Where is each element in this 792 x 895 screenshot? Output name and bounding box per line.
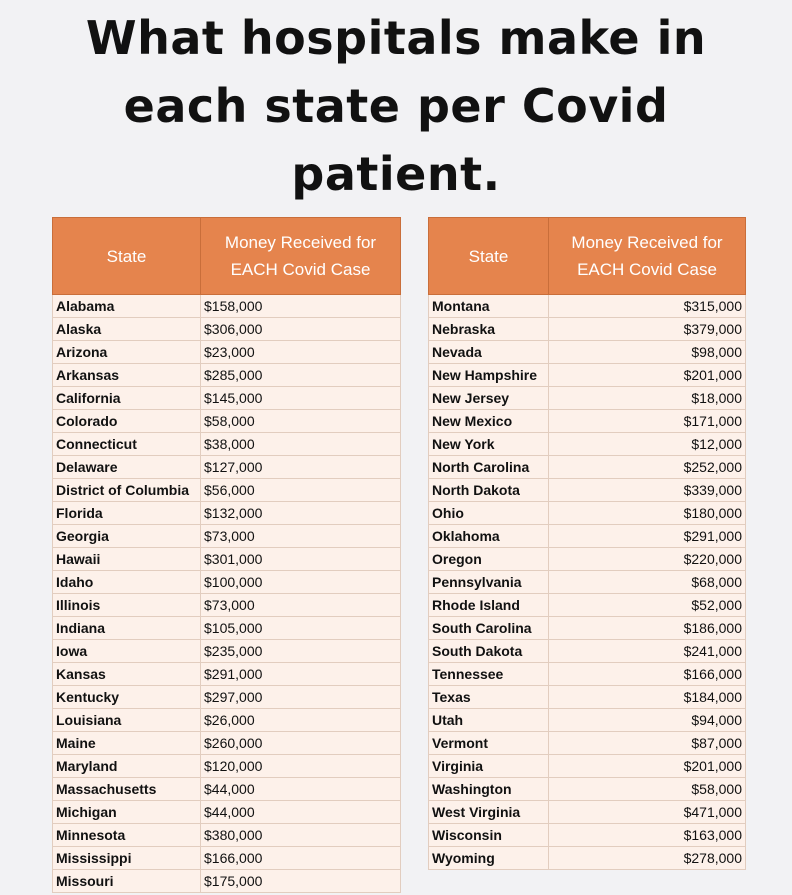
amount-cell: $23,000	[201, 341, 401, 364]
table-row	[53, 318, 401, 341]
state-cell: Rhode Island	[429, 594, 549, 617]
amount-cell: $315,000	[549, 295, 746, 318]
state-cell: Arkansas	[53, 364, 201, 387]
table-row	[53, 594, 401, 617]
table-row	[53, 801, 401, 824]
left-table-body	[53, 295, 401, 893]
state-cell: Michigan	[53, 801, 201, 824]
table-row	[53, 525, 401, 548]
right-table-body	[429, 295, 746, 870]
header-row	[429, 218, 746, 295]
money-header-line1: Money Received for	[571, 233, 723, 252]
state-cell: New Hampshire	[429, 364, 549, 387]
amount-cell: $94,000	[549, 709, 746, 732]
state-cell: Delaware	[53, 456, 201, 479]
table-row	[53, 640, 401, 663]
amount-cell: $471,000	[549, 801, 746, 824]
amount-cell: $166,000	[201, 847, 401, 870]
amount-cell: $201,000	[549, 755, 746, 778]
table-row	[429, 479, 746, 502]
state-cell: South Carolina	[429, 617, 549, 640]
table-row	[429, 525, 746, 548]
table-row	[53, 295, 401, 318]
amount-cell: $339,000	[549, 479, 746, 502]
money-header-line2: EACH Covid Case	[577, 260, 717, 279]
state-cell: Alabama	[53, 295, 201, 318]
amount-cell: $171,000	[549, 410, 746, 433]
state-header: State	[53, 218, 201, 295]
table-row	[53, 479, 401, 502]
state-cell: Indiana	[53, 617, 201, 640]
amount-cell: $98,000	[549, 341, 746, 364]
table-row	[53, 686, 401, 709]
table-row	[53, 755, 401, 778]
table-row	[53, 847, 401, 870]
amount-cell: $26,000	[201, 709, 401, 732]
table-row	[429, 548, 746, 571]
state-cell: Oregon	[429, 548, 549, 571]
table-row	[429, 617, 746, 640]
table-row	[429, 295, 746, 318]
state-cell: Massachusetts	[53, 778, 201, 801]
amount-cell: $38,000	[201, 433, 401, 456]
table-row	[429, 824, 746, 847]
state-cell: Pennsylvania	[429, 571, 549, 594]
money-header-line2: EACH Covid Case	[230, 260, 371, 279]
amount-cell: $186,000	[549, 617, 746, 640]
table-row	[53, 410, 401, 433]
table-row	[429, 847, 746, 870]
state-header: State	[429, 218, 549, 295]
left-table	[52, 217, 401, 893]
amount-cell: $18,000	[549, 387, 746, 410]
money-header	[549, 218, 746, 295]
table-row	[53, 548, 401, 571]
amount-cell: $73,000	[201, 594, 401, 617]
state-cell: California	[53, 387, 201, 410]
state-cell: Connecticut	[53, 433, 201, 456]
table-row	[429, 801, 746, 824]
table-row	[429, 755, 746, 778]
amount-cell: $100,000	[201, 571, 401, 594]
table-row	[429, 341, 746, 364]
state-cell: Maryland	[53, 755, 201, 778]
state-cell: Colorado	[53, 410, 201, 433]
amount-cell: $301,000	[201, 548, 401, 571]
table-row	[429, 502, 746, 525]
state-cell: Nevada	[429, 341, 549, 364]
state-cell: North Dakota	[429, 479, 549, 502]
state-cell: Oklahoma	[429, 525, 549, 548]
amount-cell: $379,000	[549, 318, 746, 341]
amount-cell: $127,000	[201, 456, 401, 479]
state-cell: Washington	[429, 778, 549, 801]
table-row	[429, 732, 746, 755]
table-row	[429, 571, 746, 594]
amount-cell: $291,000	[549, 525, 746, 548]
amount-cell: $56,000	[201, 479, 401, 502]
amount-cell: $201,000	[549, 364, 746, 387]
amount-cell: $297,000	[201, 686, 401, 709]
table-row	[53, 870, 401, 893]
table-row	[53, 778, 401, 801]
state-cell: Wyoming	[429, 847, 549, 870]
amount-cell: $380,000	[201, 824, 401, 847]
state-cell: Wisconsin	[429, 824, 549, 847]
state-cell: Illinois	[53, 594, 201, 617]
amount-cell: $73,000	[201, 525, 401, 548]
table-row	[429, 364, 746, 387]
table-row	[53, 387, 401, 410]
amount-cell: $87,000	[549, 732, 746, 755]
amount-cell: $132,000	[201, 502, 401, 525]
amount-cell: $120,000	[201, 755, 401, 778]
state-cell: Missouri	[53, 870, 201, 893]
amount-cell: $180,000	[549, 502, 746, 525]
amount-cell: $184,000	[549, 686, 746, 709]
page-title	[0, 4, 792, 208]
state-cell: Kansas	[53, 663, 201, 686]
state-cell: Iowa	[53, 640, 201, 663]
state-cell: Ohio	[429, 502, 549, 525]
state-cell: Minnesota	[53, 824, 201, 847]
state-cell: Mississippi	[53, 847, 201, 870]
table-row	[53, 824, 401, 847]
header-row	[53, 218, 401, 295]
table-row	[429, 387, 746, 410]
table-row	[53, 341, 401, 364]
amount-cell: $241,000	[549, 640, 746, 663]
table-row	[429, 318, 746, 341]
table-row	[429, 709, 746, 732]
title-line: each state per Covid	[123, 79, 669, 133]
table-row	[429, 594, 746, 617]
money-header-line1: Money Received for	[224, 233, 377, 252]
state-cell: West Virginia	[429, 801, 549, 824]
state-cell: Arizona	[53, 341, 201, 364]
table-row	[53, 571, 401, 594]
state-cell: Montana	[429, 295, 549, 318]
money-header	[201, 218, 401, 295]
table-row	[53, 364, 401, 387]
amount-cell: $235,000	[201, 640, 401, 663]
amount-cell: $52,000	[549, 594, 746, 617]
state-cell: Texas	[429, 686, 549, 709]
state-cell: Louisiana	[53, 709, 201, 732]
state-cell: District of Columbia	[53, 479, 201, 502]
amount-cell: $68,000	[549, 571, 746, 594]
amount-cell: $163,000	[549, 824, 746, 847]
state-cell: Utah	[429, 709, 549, 732]
table-row	[429, 433, 746, 456]
amount-cell: $44,000	[201, 801, 401, 824]
amount-cell: $260,000	[201, 732, 401, 755]
amount-cell: $58,000	[549, 778, 746, 801]
state-cell: Maine	[53, 732, 201, 755]
amount-cell: $105,000	[201, 617, 401, 640]
amount-cell: $145,000	[201, 387, 401, 410]
table-row	[53, 732, 401, 755]
state-cell: Florida	[53, 502, 201, 525]
state-cell: Nebraska	[429, 318, 549, 341]
table-row	[429, 410, 746, 433]
state-cell: Tennessee	[429, 663, 549, 686]
table-row	[429, 778, 746, 801]
title-line: What hospitals make in	[85, 11, 707, 65]
state-cell: New York	[429, 433, 549, 456]
state-cell: New Jersey	[429, 387, 549, 410]
amount-cell: $306,000	[201, 318, 401, 341]
amount-cell: $220,000	[549, 548, 746, 571]
state-cell: Vermont	[429, 732, 549, 755]
state-cell: Alaska	[53, 318, 201, 341]
amount-cell: $158,000	[201, 295, 401, 318]
table-row	[53, 502, 401, 525]
amount-cell: $44,000	[201, 778, 401, 801]
table-row	[429, 456, 746, 479]
table-row	[53, 456, 401, 479]
amount-cell: $291,000	[201, 663, 401, 686]
amount-cell: $175,000	[201, 870, 401, 893]
table-row	[429, 640, 746, 663]
state-cell: Idaho	[53, 571, 201, 594]
state-cell: Virginia	[429, 755, 549, 778]
state-cell: Hawaii	[53, 548, 201, 571]
table-row	[53, 709, 401, 732]
amount-cell: $166,000	[549, 663, 746, 686]
amount-cell: $58,000	[201, 410, 401, 433]
state-cell: Kentucky	[53, 686, 201, 709]
table-row	[429, 663, 746, 686]
table-row	[53, 663, 401, 686]
state-cell: South Dakota	[429, 640, 549, 663]
amount-cell: $12,000	[549, 433, 746, 456]
table-row	[53, 617, 401, 640]
amount-cell: $252,000	[549, 456, 746, 479]
title-line: patient.	[291, 147, 501, 201]
table-row	[53, 433, 401, 456]
amount-cell: $278,000	[549, 847, 746, 870]
table-row	[429, 686, 746, 709]
right-table	[428, 217, 746, 870]
state-cell: North Carolina	[429, 456, 549, 479]
state-cell: New Mexico	[429, 410, 549, 433]
amount-cell: $285,000	[201, 364, 401, 387]
state-cell: Georgia	[53, 525, 201, 548]
